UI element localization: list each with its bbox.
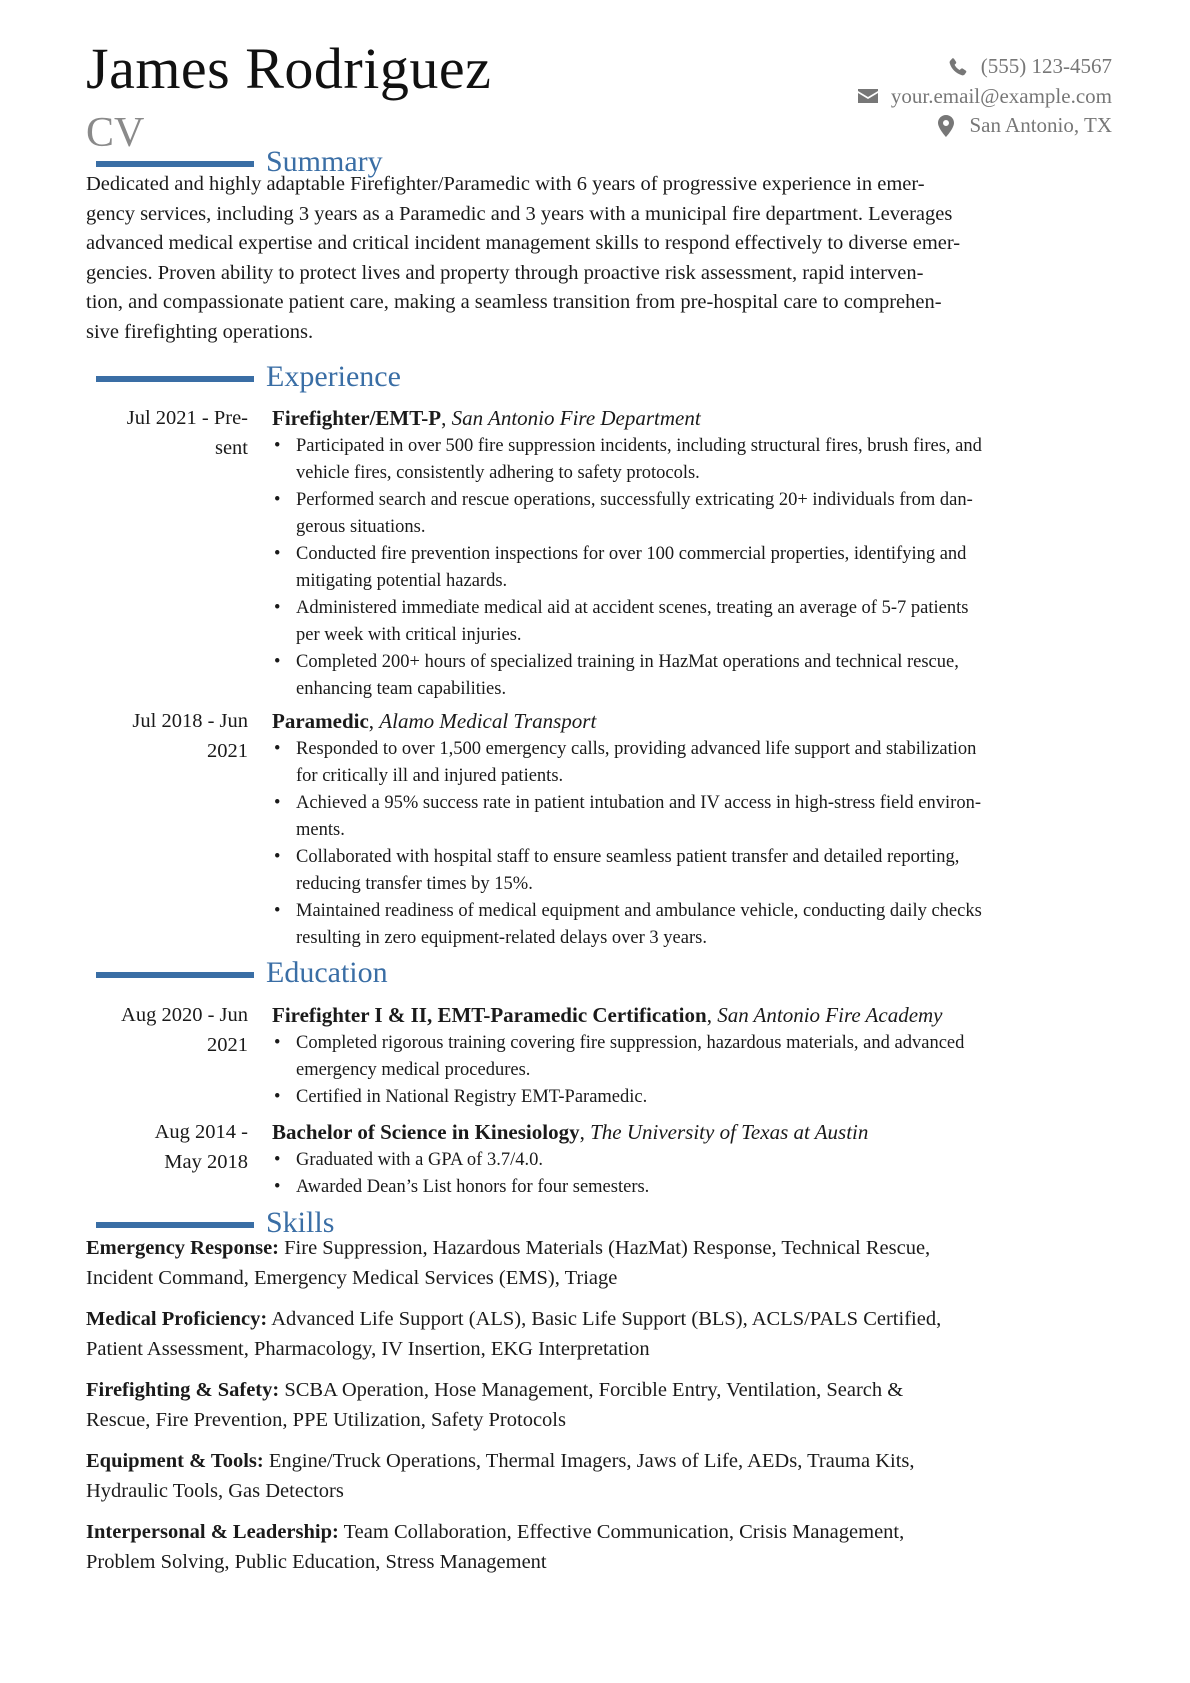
skill-text: Incident Command, Emergency Medical Services (EMS), Triage: [86, 1266, 618, 1289]
bullet-line: resulting in zero equipment-related delays over 3 years.: [296, 928, 707, 948]
contact-block: [855, 52, 1112, 141]
list-item: [296, 487, 1126, 541]
skill-text: Fire Suppression, Hazardous Materials (HazMat) Response, Technical Rescue,: [279, 1237, 931, 1259]
skill-text: Rescue, Fire Prevention, PPE Utilization, Safety Protocols: [86, 1408, 566, 1431]
entry-date: [86, 707, 268, 952]
summary-line: gencies. Proven ability to protect lives and property through proactive risk assessment, rapid interven-: [86, 261, 924, 284]
skill-label: Emergency Response:: [86, 1237, 280, 1259]
skill-text: SCBA Operation, Hose Management, Forcible Entry, Ventilation, Search &: [279, 1379, 904, 1401]
bullet-line: mitigating potential hazards.: [296, 571, 508, 591]
list-item: [296, 898, 1126, 952]
email-address[interactable]: your.email@example.com: [890, 83, 1112, 108]
experience-entry: [86, 404, 1126, 703]
section-title: Experience: [266, 360, 401, 393]
entry-body: [268, 1001, 1126, 1111]
phone-number[interactable]: (555) 123-4567: [980, 54, 1112, 79]
bullet-line: per week with critical injuries.: [296, 625, 522, 645]
skill-text: Hydraulic Tools, Gas Detectors: [86, 1479, 344, 1502]
list-item: [296, 844, 1126, 898]
bullet-line: • Responded to over 1,500 emergency calls, providing advanced life support and stabilization: [296, 739, 977, 759]
list-item: [296, 790, 1126, 844]
date-line: Jul 2018 - Jun: [132, 710, 248, 732]
date-line: 2021: [207, 739, 248, 762]
skill-group: [86, 1234, 1126, 1293]
bullet-line: emergency medical procedures.: [296, 1060, 531, 1080]
map-marker-icon: [933, 115, 959, 137]
job-title: Firefighter/EMT-P: [272, 406, 442, 430]
date-line: Aug 2014 -: [154, 1121, 248, 1143]
degree-title: Firefighter I & II, EMT-Paramedic Certification: [272, 1003, 707, 1027]
bullet-line: • Graduated with a GPA of 3.7/4.0.: [296, 1150, 543, 1170]
skill-group: [86, 1518, 1126, 1577]
entry-heading: Bachelor of Science in Kinesiology, The University of Texas at Austin: [272, 1120, 869, 1144]
entry-date: [86, 1118, 268, 1201]
entry-body: [268, 404, 1126, 703]
skill-text: Patient Assessment, Pharmacology, IV Insertion, EKG Interpretation: [86, 1337, 650, 1360]
list-item: [296, 1030, 1126, 1084]
bullet-line: gerous situations.: [296, 517, 426, 537]
skill-text: Engine/Truck Operations, Thermal Imagers, Jaws of Life, AEDs, Trauma Kits,: [263, 1450, 915, 1472]
education-entry: [86, 1118, 1126, 1201]
section-education-heading: [96, 958, 388, 988]
list-item: [296, 541, 1126, 595]
entry-date: [86, 404, 268, 703]
list-item: [296, 595, 1126, 649]
bullet-line: • Collaborated with hospital staff to ensure seamless patient transfer and detailed reporting,: [296, 847, 960, 867]
section-accent-bar: [96, 1222, 254, 1228]
phone-icon: [945, 56, 971, 78]
list-item: [296, 1147, 1126, 1174]
bullet-line: vehicle fires, consistently adhering to safety protocols.: [296, 463, 700, 483]
degree-title: Bachelor of Science in Kinesiology: [272, 1120, 580, 1144]
list-item: [296, 736, 1126, 790]
section-accent-bar: [96, 376, 254, 382]
section-accent-bar: [96, 161, 254, 167]
document-subtitle: CV: [86, 110, 145, 156]
bullet-line: enhancing team capabilities.: [296, 679, 507, 699]
date-line: Jul 2021 - Pre-: [126, 407, 248, 429]
bullet-line: • Performed search and rescue operations, successfully extricating 20+ individuals from dan-: [296, 490, 973, 510]
entry-body: [268, 707, 1126, 952]
bullet-list: [272, 433, 1126, 703]
job-title: Paramedic: [272, 709, 369, 733]
skill-label: Interpersonal & Leadership:: [86, 1521, 339, 1543]
section-title: Skills: [266, 1206, 335, 1239]
bullet-list: [272, 736, 1126, 952]
organization: Alamo Medical Transport: [379, 709, 597, 733]
skill-group: [86, 1376, 1126, 1435]
section-title: Summary: [266, 145, 383, 178]
organization: San Antonio Fire Department: [451, 406, 701, 430]
list-item: [296, 1084, 1126, 1111]
contact-email: [855, 82, 1112, 112]
envelope-icon: [855, 85, 881, 107]
summary-line: advanced medical expertise and critical incident management skills to respond effectively to diverse emer-: [86, 232, 961, 254]
bullet-line: • Administered immediate medical aid at accident scenes, treating an average of 5-7 patients: [296, 598, 969, 618]
date-line: 2021: [207, 1033, 248, 1056]
bullet-line: • Participated in over 500 fire suppression incidents, including structural fires, brush fires, and: [296, 436, 982, 456]
summary-line: Dedicated and highly adaptable Firefighter/Paramedic with 6 years of progressive experience in emer-: [86, 173, 925, 195]
location-text: San Antonio, TX: [969, 113, 1112, 138]
skill-text: Advanced Life Support (ALS), Basic Life Support (BLS), ACLS/PALS Certified,: [267, 1308, 942, 1330]
skill-label: Equipment & Tools:: [86, 1450, 264, 1472]
experience-entry: [86, 707, 1126, 952]
summary-line: sive firefighting operations.: [86, 320, 314, 343]
bullet-line: • Certified in National Registry EMT-Paramedic.: [296, 1087, 648, 1107]
bullet-line: • Maintained readiness of medical equipment and ambulance vehicle, conducting daily checks: [296, 901, 982, 921]
summary-line: tion, and compassionate patient care, making a seamless transition from pre-hospital care to comprehen-: [86, 291, 942, 313]
bullet-line: • Completed 200+ hours of specialized training in HazMat operations and technical rescue,: [296, 652, 959, 672]
contact-location: [855, 111, 1112, 141]
bullet-list: [272, 1030, 1126, 1111]
bullet-line: • Conducted fire prevention inspections for over 100 commercial properties, identifying and: [296, 544, 967, 564]
summary-line: gency services, including 3 years as a Paramedic and 3 years with a municipal fire department. Leverages: [86, 202, 953, 225]
bullet-line: for critically ill and injured patients.: [296, 766, 564, 786]
bullet-line: • Awarded Dean’s List honors for four semesters.: [296, 1177, 650, 1197]
skill-label: Firefighting & Safety:: [86, 1379, 280, 1401]
skill-label: Medical Proficiency:: [86, 1308, 268, 1330]
section-accent-bar: [96, 972, 254, 978]
list-item: [296, 649, 1126, 703]
date-line: May 2018: [164, 1150, 248, 1173]
skill-text: Problem Solving, Public Education, Stress Management: [86, 1550, 547, 1573]
institution: San Antonio Fire Academy: [717, 1003, 943, 1027]
bullet-line: ments.: [296, 820, 345, 840]
education-entry: [86, 1001, 1126, 1111]
skill-group: [86, 1305, 1126, 1364]
date-line: sent: [214, 436, 248, 459]
entry-body: [268, 1118, 1126, 1201]
entry-heading: Firefighter/EMT-P, San Antonio Fire Department: [272, 406, 701, 430]
date-line: Aug 2020 - Jun: [121, 1004, 248, 1026]
list-item: [296, 1174, 1126, 1201]
summary-text: [86, 170, 1116, 347]
skill-text: Team Collaboration, Effective Communication, Crisis Management,: [338, 1521, 905, 1543]
institution: The University of Texas at Austin: [590, 1120, 869, 1144]
bullet-line: • Achieved a 95% success rate in patient intubation and IV access in high-stress field environ-: [296, 793, 981, 813]
section-experience-heading: [96, 362, 401, 392]
bullet-line: • Completed rigorous training covering fire suppression, hazardous materials, and advanced: [296, 1033, 965, 1053]
skill-group: [86, 1447, 1126, 1506]
entry-heading: Firefighter I & II, EMT-Paramedic Certification, San Antonio Fire Academy: [272, 1003, 943, 1027]
person-name: James Rodriguez: [86, 36, 492, 101]
list-item: [296, 433, 1126, 487]
entry-date: [86, 1001, 268, 1111]
section-title: Education: [266, 956, 388, 989]
entry-heading: Paramedic, Alamo Medical Transport: [272, 709, 597, 733]
bullet-list: [272, 1147, 1126, 1201]
bullet-line: reducing transfer times by 15%.: [296, 874, 533, 894]
contact-phone: [855, 52, 1112, 82]
